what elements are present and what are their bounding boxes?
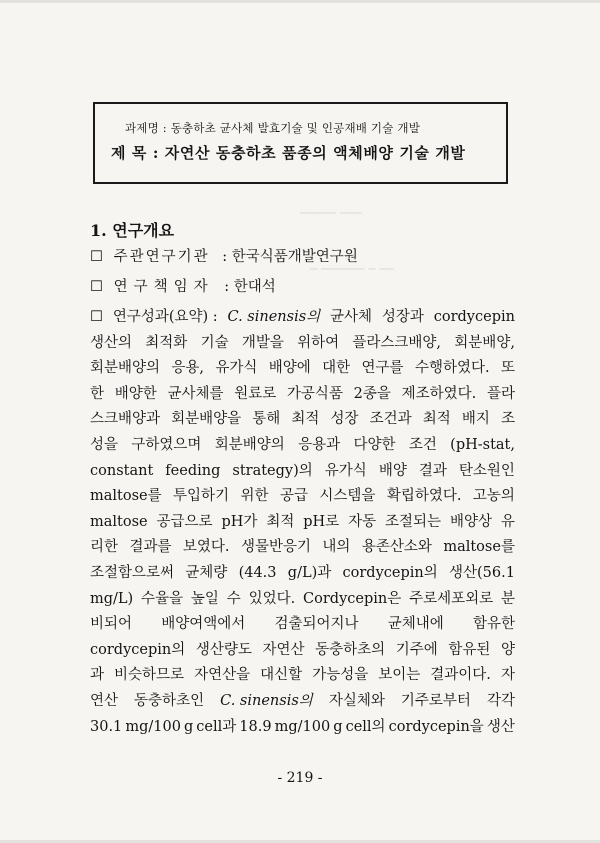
bleed-through-mark: ━ ━━━━━━ ━ ━━ — [310, 262, 394, 276]
paragraph-word: 공급 — [279, 488, 308, 505]
paragraph-word: pH로 — [303, 513, 340, 530]
paragraph-line — [90, 689, 515, 715]
paragraph-word: 공급으로 — [156, 513, 213, 530]
paragraph-word: g/L)과 — [287, 564, 332, 581]
paragraph-line — [90, 715, 515, 741]
paragraph-word: 2종을 — [353, 385, 391, 402]
paragraph-word: 배양한 — [114, 385, 157, 402]
paragraph-word: 구하였으며 — [131, 436, 202, 453]
paragraph-word: 가공식품 — [286, 385, 343, 402]
paragraph-word: 최적 — [291, 411, 320, 428]
paragraph-word: 수 — [226, 590, 241, 607]
paragraph-word: cordycepin의 — [90, 641, 186, 658]
section-heading: 1. 연구개요 — [90, 221, 175, 240]
paragraph-word: 조절함으로써 — [90, 564, 175, 581]
paragraph-line — [90, 407, 515, 433]
paragraph-line — [90, 459, 515, 485]
paragraph-word: 회분배양, — [454, 334, 515, 351]
checkbox-glyph: ☐ — [90, 249, 103, 265]
paragraph-word: 배양에 — [268, 360, 311, 377]
institution-line — [90, 245, 358, 266]
paragraph-line — [90, 638, 515, 664]
paragraph-word: 생물반응기 — [240, 539, 311, 556]
researcher-line — [90, 275, 276, 296]
paragraph-word: 개발을 — [241, 334, 284, 351]
paragraph-word: Cordycepin은 — [303, 590, 402, 607]
paragraph-word: 대신할 — [260, 667, 303, 684]
paragraph-word: constant — [90, 462, 154, 479]
paragraph-word: 기주로부터 — [400, 692, 471, 709]
paragraph-line — [90, 382, 515, 408]
paragraph-word: 고농의 — [472, 488, 515, 505]
paragraph-line — [90, 331, 515, 357]
researcher-value: : 한대석 — [224, 279, 276, 295]
paragraph-word: cordycepin — [433, 309, 515, 325]
checkbox-glyph: ☐ — [90, 279, 103, 295]
paragraph-word: 스크배양과 — [90, 411, 161, 428]
paragraph-word: 회분배양을 — [171, 411, 242, 428]
paragraph-word: 최적 — [422, 411, 451, 428]
paragraph-word: 동충하초의 — [315, 641, 386, 658]
paragraph-word: 생산량도 — [195, 641, 252, 658]
paragraph-line — [90, 510, 515, 536]
paragraph-word: 보이는 — [378, 667, 421, 684]
paragraph-word: 유 — [500, 513, 515, 530]
paragraph-word: 투입하기 — [173, 488, 230, 505]
paragraph-word: 유가식 — [215, 360, 258, 377]
paragraph-word: 수율을 — [141, 590, 184, 607]
paragraph-word: (pH-stat, — [450, 436, 515, 453]
paragraph-word: 가능성을 — [312, 667, 369, 684]
institution-value: : 한국식품개발연구원 — [222, 249, 358, 265]
paragraph-word: 비되어 — [90, 616, 133, 633]
paragraph-word: strategy)의 — [232, 462, 313, 479]
paragraph-line — [90, 587, 515, 613]
paragraph-word: 주로세포외로 — [409, 590, 494, 607]
paragraph-word: cell의 — [345, 718, 386, 735]
paragraph-word: 조절되는 — [385, 513, 442, 530]
paragraph-word: 시스템을 — [319, 488, 376, 505]
paragraph-word: 배양여액에서 — [161, 616, 246, 633]
paragraph-word: C. sinensis의 — [220, 692, 313, 709]
subject-title: 제 목 : 자연산 동충하초 품종의 액체배양 기술 개발 — [111, 144, 466, 162]
paragraph-word: 응용, — [171, 360, 205, 377]
paragraph-word: 연구를 — [361, 360, 404, 377]
paragraph-word: 유가식 — [324, 462, 367, 479]
paragraph-word: maltose를 — [90, 488, 162, 505]
paragraph-word: 기술 — [200, 334, 229, 351]
paragraph-word: maltose를 — [443, 539, 515, 556]
paragraph-word: 균사체를 — [167, 385, 224, 402]
paragraph-word: 탄소원인 — [458, 462, 515, 479]
paragraph-word: 한 — [90, 385, 105, 402]
paragraph-line — [90, 561, 515, 587]
paragraph-word: 결과 — [418, 462, 447, 479]
paragraph-line — [90, 663, 515, 689]
paragraph-word: cordycepin의 — [342, 564, 438, 581]
paragraph-word: 있었다. — [248, 590, 296, 607]
paragraph-word: 검출되어지나 — [274, 616, 359, 633]
researcher-label: 연구책임자 — [113, 279, 214, 295]
paragraph-word: 동충하초인 — [134, 692, 205, 709]
paragraph-word: 자 — [500, 667, 515, 684]
paragraph-word: 또 — [500, 360, 515, 377]
paragraph-word: 분 — [500, 590, 515, 607]
paragraph-word: 플라 — [486, 385, 515, 402]
paragraph-word: maltose — [90, 513, 148, 530]
paragraph-word: 조건과 — [369, 411, 412, 428]
paragraph-word: mg/100 — [274, 718, 331, 735]
paragraph-word: 결과이다. — [430, 667, 491, 684]
paragraph-word: 균체내에 — [387, 616, 444, 633]
project-title-box — [93, 102, 508, 184]
paragraph-word: 함유된 — [448, 641, 491, 658]
paragraph-word: 과 — [90, 667, 105, 684]
paragraph-word: 각각 — [486, 692, 515, 709]
paragraph-word: pH가 — [221, 513, 258, 530]
paragraph-word: 다양한 — [353, 436, 396, 453]
paragraph-word: mg/L) — [90, 590, 134, 607]
paragraph-word: 플라스크배양, — [352, 334, 442, 351]
paragraph-word: 결과를 — [129, 539, 172, 556]
paragraph-word: 대한 — [322, 360, 351, 377]
paragraph-word: 자실체와 — [328, 692, 385, 709]
paragraph-word: 성장 — [330, 411, 359, 428]
paragraph-word: 위한 — [240, 488, 269, 505]
paragraph-word: cordycepin을 — [388, 718, 484, 735]
paragraph-word: 배양 — [378, 462, 407, 479]
paragraph-word: 함유한 — [472, 616, 515, 633]
paragraph-word: 배양상 — [449, 513, 492, 530]
paragraph-word: 연구성과(요약) : — [112, 309, 218, 325]
paragraph-word: 성을 — [90, 436, 119, 453]
paragraph-word: 조 — [500, 411, 515, 428]
paragraph-word: (44.3 — [238, 564, 277, 581]
paragraph-word: 원료로 — [234, 385, 277, 402]
institution-label: 주관연구기관 — [113, 249, 210, 265]
paragraph-word: 회분배양의 — [214, 436, 285, 453]
paragraph-word: 30.1 — [90, 718, 123, 735]
paragraph-word: 18.9 — [239, 718, 272, 735]
paragraph-word: 생산 — [486, 718, 515, 735]
paragraph-word: C. sinensis의 — [227, 309, 321, 325]
paragraph-word: 회분배양의 — [90, 360, 161, 377]
paragraph-word: 보였다. — [182, 539, 230, 556]
paragraph-word: g — [333, 718, 343, 735]
paragraph-word: 성장과 — [381, 309, 424, 325]
paragraph-word: 높일 — [190, 590, 219, 607]
paragraph-word: 조건 — [408, 436, 437, 453]
paragraph-word: 양 — [500, 641, 515, 658]
paragraph-word: 응용과 — [298, 436, 341, 453]
page-number: - 219 - — [277, 770, 323, 786]
paragraph-word: 자동 — [348, 513, 377, 530]
paragraph-word: 배지 — [461, 411, 490, 428]
paragraph-word: cell과 — [196, 718, 237, 735]
paragraph-word: 수행하였다. — [414, 360, 490, 377]
paragraph-word: 위하여 — [297, 334, 340, 351]
paragraph-line — [90, 356, 515, 382]
paragraph-word: 균체량 — [185, 564, 228, 581]
paragraph-word: 비슷하므로 — [114, 667, 185, 684]
paragraph-line — [90, 484, 515, 510]
paragraph-word: feeding — [165, 462, 221, 479]
paragraph-word: 용존산소와 — [361, 539, 432, 556]
paragraph-word: 최적 — [266, 513, 295, 530]
scan-edge-top — [0, 0, 600, 3]
paragraph-word: ☐ — [90, 309, 103, 325]
project-name: 과제명 : 동충하초 균사체 발효기술 및 인공재배 기술 개발 — [125, 121, 421, 135]
paragraph-word: 연산 — [90, 692, 119, 709]
paragraph-word: 리한 — [90, 539, 119, 556]
paragraph-word: 생산(56.1 — [448, 564, 515, 581]
paragraph-line — [90, 612, 515, 638]
paragraph-word: 균사체 — [330, 309, 373, 325]
paragraph-word: 최적화 — [145, 334, 188, 351]
paragraph-line — [90, 305, 515, 331]
paragraph-word: g — [183, 718, 194, 735]
paragraph-word: 자연산을 — [194, 667, 251, 684]
bleed-through-mark: ━━━━━ ━━━ — [300, 206, 362, 220]
paragraph-word: 생산의 — [90, 334, 133, 351]
paragraph-line — [90, 433, 515, 459]
summary-paragraph — [90, 305, 515, 740]
paragraph-word: mg/100 — [125, 718, 181, 735]
paragraph-word: 기주에 — [395, 641, 438, 658]
paragraph-word: 제조하였다. — [401, 385, 477, 402]
paragraph-word: 확립하였다. — [386, 488, 462, 505]
paragraph-word: 내의 — [322, 539, 351, 556]
paragraph-word: 자연산 — [262, 641, 305, 658]
paragraph-line — [90, 535, 515, 561]
paragraph-word: 통해 — [252, 411, 281, 428]
